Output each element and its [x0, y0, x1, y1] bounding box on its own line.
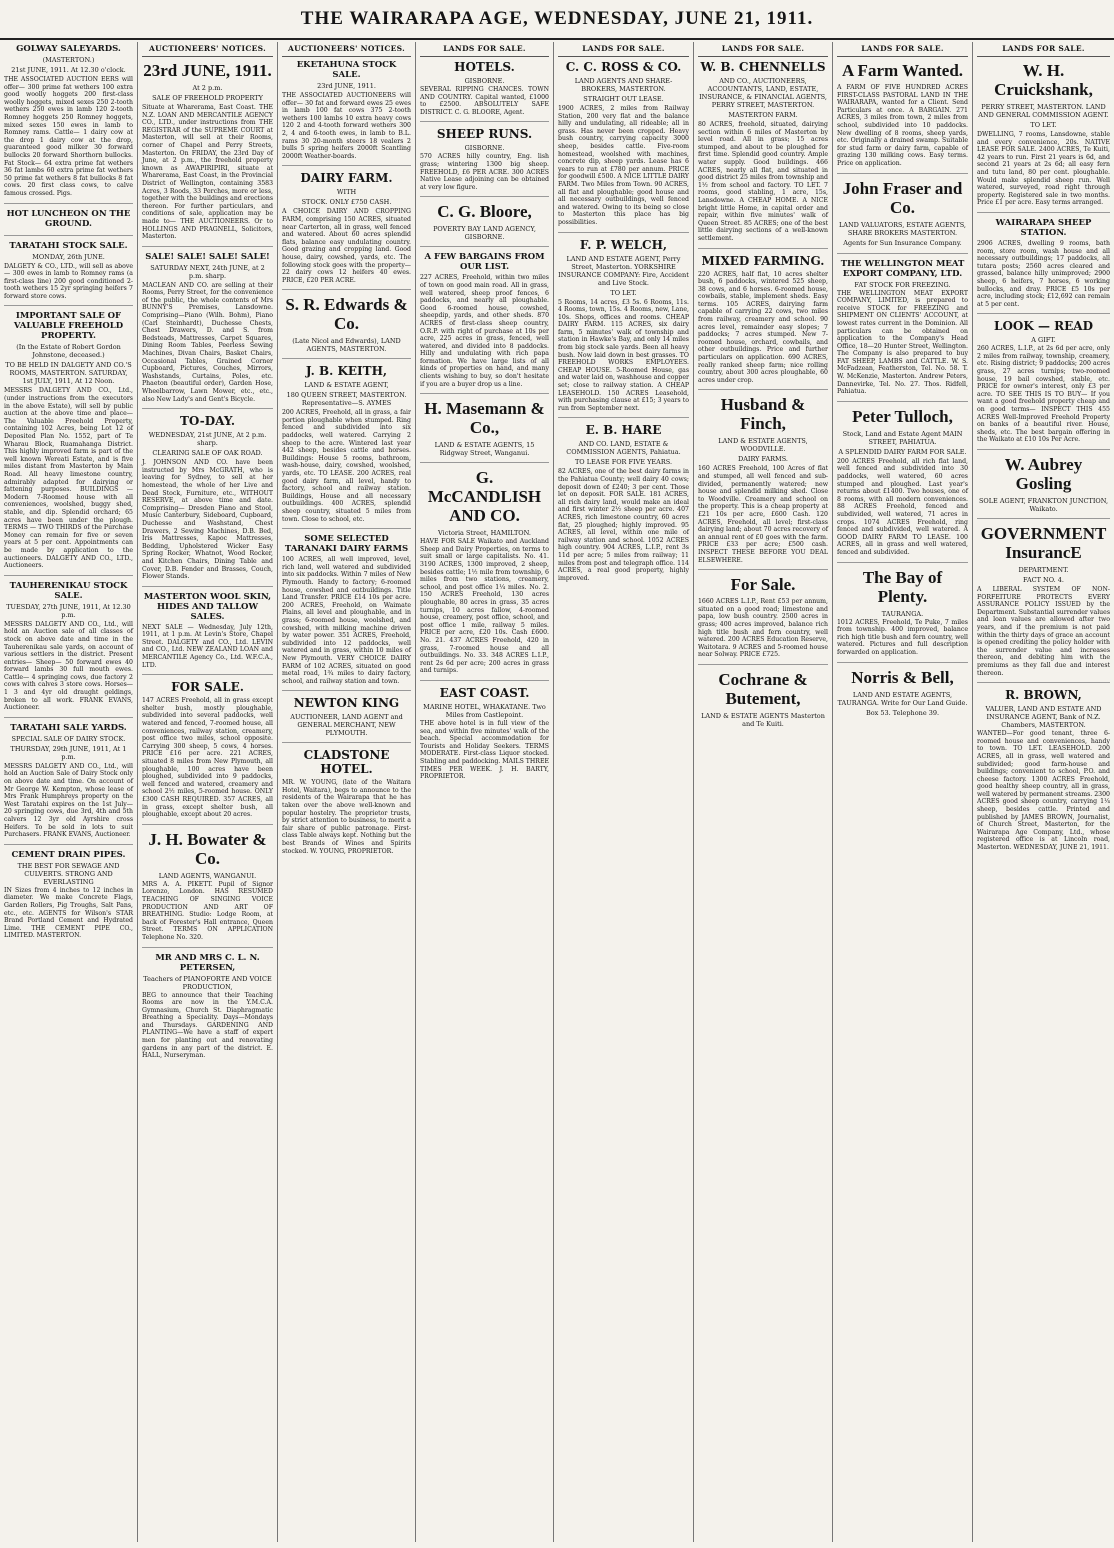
ad-date: 23rd JUNE, 1911. [317, 82, 376, 90]
column-header: LANDS FOR SALE. [558, 42, 689, 57]
ad-body: MESSRS DALGETY AND CO., Ltd., will hold an Auction sale of all classes of stock on above date and time in the Tauherenikau sale yards, on account of various settlers in the district. Present entries— Sheep— 50 forward ewes 40 forward lambs 30 full mouth ewes. Cattle— 4 springing cows, due factory 2 cows with calves 3 store cows. Horses— 1 3 and 4yr old draught geldings, broken to all work. FRANK EVANS, Auctioneer. [4, 620, 133, 712]
advertisement [977, 218, 1110, 314]
ad-heading: A Farm Wanted. [841, 61, 964, 80]
column-1 [0, 42, 138, 1542]
ad-date: TO LEASE FOR FIVE YEARS. [574, 458, 673, 467]
ad-sub: LAND AND ESTATE AGENT, Perry Street, Masterton. YORKSHIRE INSURANCE COMPANY: Fire, Accident and Live Stock. [558, 254, 689, 287]
ad-sub: AND CO., AUCTIONEERS, ACCOUNTANTS, LAND, ESTATE, INSURANCE, & FINANCIAL AGENTS, PERRY STREET, MASTERTON. [699, 77, 827, 109]
ad-sub: (Late Nicol and Edwards), LAND AGENTS, MASTERTON. [292, 337, 401, 354]
ad-heading: NEWTON KING [293, 696, 400, 711]
ad-heading: W. Aubrey Gosling [1004, 455, 1083, 493]
ad-body: A CHOICE DAIRY AND CROPPING FARM, comprising 150 ACRES, situated near Carterton, all in grass, well fenced and watered. About 60 acres splendid flats, balance easy undulating country. Good grazing and cropping land. Good house, dairy, cowshed, yards, etc. The following stock goes with the property— 22 dairy cows 12 heifers 40 ewes. PRICE, £20 PER ACRE. [282, 208, 411, 284]
ad-heading: Peter Tulloch, [852, 406, 953, 426]
ad-sub: WITH [336, 188, 357, 197]
ad-date: TO LET. [1030, 121, 1057, 129]
ad-body: 5 Rooms, 14 acres, £3 5s. 6 Rooms, 11s. 4 Rooms, town, 15s. 4 Rooms, new, Lane, 10s. Shops, offices and rooms. CHEAP DAIRY FARM. 115 ACRES, six dairy farm, 5 minutes' walk of township and station in Hawke's Bay, and only 14 miles from big stock sale yards. Been all heavy bush. Now laid down in best grasses. TO FREEHOLD WORKS EMPLOYEES. CHEAP HOUSE. 5-Roomed House, gas and water laid on, washhouse and copper set; close to railway station. A CHEAP LEASEHOLD. 150 ACRES Leasehold, with purchasing clause at £15; 3 years to run from September next. [558, 298, 689, 412]
ad-heading: FOR SALE. [171, 680, 244, 695]
ad-body: DWELLING, 7 rooms, Lansdowne, stable and every convenience, 20s. NATIVE LEASE FOR SALE. 2400 ACRES, Te Kuiti, 42 years to run. First 21 years is 6d, and second 21 years at 2s 6d; all easy fern and tutu land, 80 per cent. ploughable. Would make splendid sheep run. Well watered, surveyed, road right through property. Registered sale in two months. Price £1 per acre. Easy terms arranged. [977, 131, 1110, 207]
ad-heading: TARATAHI SALE YARDS. [10, 722, 127, 733]
advertisement [282, 696, 411, 743]
column-header: LANDS FOR SALE. [837, 42, 968, 57]
ad-sub: THE BEST FOR SEWAGE AND CULVERTS. STRONG AND EVERLASTING [17, 861, 120, 886]
ad-body: 1660 ACRES L.I.P., Rent £53 per annum, situated on a good road; limestone and papa, low bush country. 2500 acres in grass; 400 acres improved, balance rich high title bush and fern country, well watered. 200 ACRES Education Reserve, Waitotara. 9 ACRES and 5-roomed house near Solway. PRICE £725. [698, 598, 828, 659]
ad-sub: GISBORNE. [464, 77, 505, 85]
ad-sub: SPECIAL SALE OF DAIRY STOCK. [11, 734, 126, 743]
advertisement [420, 127, 549, 197]
column-header: LANDS FOR SALE. [977, 42, 1110, 57]
advertisement [142, 680, 273, 825]
ad-heading: A FEW BARGAINS FROM OUR LIST. [424, 252, 545, 273]
ad-heading: MR AND MRS C. L. N. PETERSEN, [155, 952, 260, 973]
ad-body: 1900 ACRES, 2 miles from Railway Station, 200 very flat and the balance hilly and undulating, all rideable; all in grass. Has never been cropped. Heavy bush country, carrying capacity 3000 sheep, besides cattle. Five-room homestead, woolshed with machines, concrete dip, sheep yards. Lease has 6 years to run at £780 per annum. PRICE for goodwill £500. A NICE LITTLE DAIRY FARM. Two Miles from Town. 90 ACRES, all flat and ploughable; good house and all necessary outbuildings, well fenced and watered. Owing to its being so close to Masterton this place has big possibilities. [558, 105, 689, 226]
advertisement [837, 407, 968, 563]
ad-sub: FAT STOCK FOR FREEZING. [854, 280, 951, 289]
advertisement [698, 670, 828, 733]
advertisement [4, 209, 133, 236]
masthead [0, 0, 1114, 40]
ad-body: WANTED—For good tenant, three 6-roomed house and conveniences, handy to town. TO LET. LEASEHOLD. 200 ACRES, all in grass, well watered and subdivided; good farm-house and buildings; convenient to school, P.O. and cheese factory. 1300 ACRES Freehold, good healthy sheep country, all in grass, well watered by permanent streams. 2300 ACRES good sheep country, carrying 1¼ sheep, besides cattle. Printed and published by JAMES BROWN, Journalist, of Church Street, Masterton, for the Wairarapa Age Company, Ltd., whose registered office is at Lincoln road, Masterton. WEDNESDAY, JUNE 21, 1911. [977, 730, 1110, 852]
advertisement [558, 238, 689, 419]
advertisement [420, 686, 549, 786]
ad-sub: VALUER, LAND AND ESTATE AND INSURANCE AGENT, Bank of N.Z. Chambers, MASTERTON. [985, 705, 1102, 730]
ad-body: THE WELLINGTON MEAT EXPORT COMPANY, LIMITED, is prepared to receive STOCK for FREEZING and SHIPMENT ON CLIENTS' ACCOUNT, at lowest rates current in the Dominion. All particulars can be obtained on application to the Company's Head Office, 18—20 Hunter Street, Wellington. The Company is also prepared to buy FAT SHEEP, LAMBS and CATTLE. W. S. McFadzean, Featherston, Tel. No. 58. T. W. McKenzie, Masterton. Andrew Peters, Dannevirke, Tel. No. 27. Thos. Ridfell, Pahiatua. [837, 289, 968, 396]
ad-heading: MIXED FARMING. [701, 253, 825, 268]
column-5 [554, 42, 694, 1542]
ad-date: TO LET. [610, 288, 637, 297]
ad-heading: MASTERTON WOOL SKIN, HIDES AND TALLOW SALES. [143, 591, 272, 622]
ad-heading: Cochrane & Butement, [718, 669, 808, 708]
ad-body: A FARM OF FIVE HUNDRED ACRES FIRST-CLASS PASTORAL LAND IN THE WAIRARAPA, wanted for a Client. Send Particulars at once. A BARGAIN. 271 ACRES, 3 miles from town, 2 miles from school, subdivided into 10 paddocks. New dwelling of 8 rooms, sheep yards, etc. Originally a drained swamp. Suitable for stud farm or dairy farm, capable of grazing 130 milking cows. Easy terms. Price on application. [837, 84, 968, 167]
ad-body: 147 ACRES Freehold, all in grass except shelter bush, mostly ploughable, subdivided into several paddocks, well watered and fenced, 7-roomed house, all conveniences, railway station, creamery, post office two miles, school opposite. Carrying 300 sheep, 5 cows, 4 horses. PRICE £16 per acre. 221 ACRES, situated 8 miles from New Plymouth, all ploughable, 100 acres have been ploughed, subdivided into 9 paddocks, well fenced and watered, creamery and school 2½ miles, 5-roomed house. ONLY £300 CASH REQUIRED. 357 ACRES, all in grass, except shelter bush, all ploughable, except about 20 acres. [142, 697, 273, 819]
ad-date: THURSDAY, 29th JUNE, 1911, At 1 p.m. [10, 744, 127, 761]
column-6 [694, 42, 833, 1542]
ad-sub: GISBORNE. [464, 144, 505, 153]
advertisement [142, 592, 273, 676]
column-header: AUCTIONEERS' NOTICES. [142, 42, 273, 57]
ad-heading: J. H. Bowater & Co. [148, 829, 267, 868]
ad-body: SEVERAL RIPPING CHANCES. TOWN AND COUNTRY. Capital wanted, £1000 to £2500. ABSOLUTELY SAFE DISTRICT. C. G. BLOORE, Agent. [420, 86, 549, 116]
ad-heading: WAIRARAPA SHEEP STATION. [995, 217, 1092, 238]
ad-date: DAIRY FARMS. [737, 455, 788, 464]
ad-body: IN Sizes from 4 inches to 12 inches in diameter. We make Concrete Flags, Garden Rollers, Pig Troughs, Salt Pans, etc., etc. AGENTS for Wilson's STAR Brand Portland Cement and Hydrated Lime. THE CEMENT PIPE CO., LIMITED. MASTERTON. [4, 886, 133, 940]
ad-body: MR. W. YOUNG, (late of the Waitara Hotel, Waitara), begs to announce to the residents of the Wairarapa that he has taken over the above well-known and popular hostelry. The proprietor trusts, by strict attention to business, to merit a fair share of public patronage. First-class Table always kept. Nothing but the best Brands of Wines and Spirits stocked. W. YOUNG, PROPRIETOR. [282, 779, 411, 855]
ad-heading: G. McCANDLISH AND CO. [427, 468, 542, 526]
column-2 [138, 42, 278, 1542]
advertisement [698, 254, 828, 391]
ad-body: THE above hotel is in full view of the sea, and within five minutes' walk of the beach. Special accommodation for Tourists and Holiday Seekers. TERMS MODERATE. First-class Liquor stocked. Stabling and paddocking. MAILS THREE TIMES PER WEEK. J. H. BARTY, PROPRIETOR. [420, 719, 549, 781]
ad-sub: PERRY STREET, MASTERTON. LAND AND GENERAL COMMISSION AGENT. [978, 103, 1109, 119]
column-header: LANDS FOR SALE. [420, 42, 549, 57]
advertisement [698, 575, 828, 665]
advertisement [420, 399, 549, 463]
ad-heading: GOLWAY SALEYARDS. [16, 44, 121, 54]
ad-body: MACLEAN AND CO. are selling at their Rooms, Perry Street, for the convenience of the public, the whole contents of Mrs BUNNY'S Premises, Lansdowne. Comprising—Piano (Wilh. Bohm), Piano (Carl Steinhardt), Duchesse Chests, Chest Drawers, D. and S. from Bedsteads, Mattresses, Carpet Squares, Dining Room Tables, Peerless Sewing Machines, Divan Chairs, Basket Chairs, Occasional Tables, Grained Corner Cupboard, Pictures, Couches, Mirrors, Washstands, Curtains, Poles, etc. Phaeton (beautiful order), Garden Hose, Wheelbarrow, Lawn Mower, etc., etc., also New Lady's and Gent's Bicycle. [142, 281, 273, 403]
advertisement [282, 60, 411, 166]
advertisement [282, 295, 411, 359]
ad-heading: S. R. Edwards & Co. [285, 295, 408, 334]
ad-sub: Teachers of PIANOFORTE AND VOICE PRODUCTION, [143, 974, 272, 991]
ad-date: FACT NO. 4. [1023, 576, 1064, 584]
ad-date: 180 QUEEN STREET, MASTERTON. Representative—S. AYMES [286, 391, 407, 408]
ad-sub: Victoria Street, HAMILTON. [438, 529, 531, 538]
advertisement [282, 748, 411, 860]
ad-date: TO BE HELD IN DALGETY AND CO.'S ROOMS, MASTERTON. SATURDAY, 1st JULY, 1911, At 12 Noon. [5, 361, 132, 386]
ad-heading: H. Masemann & Co., [424, 399, 545, 438]
ad-heading: Husband & Finch, [720, 395, 806, 434]
advertisement [698, 395, 828, 570]
ad-sub: (In the Estate of Robert Gordon Johnstone, deceased.) [16, 343, 121, 360]
ad-sub: TAURANGA. [881, 609, 924, 618]
ad-sub: LAND & ESTATE AGENTS, WOODVILLE. [718, 437, 808, 454]
ad-date: SALE OF FREEHOLD PROPERTY [152, 94, 263, 102]
ad-body: J. JOHNSON AND CO. have been instructed by Mrs McGRATH, who is leaving for Sydney, to sell at her homestead, the whole of her Live and Dead Stock, Furniture, etc., WITHOUT RESERVE, at above time and date. Comprising— Dresden Piano and Stool, Music Canterbury, Sideboard, Cupboard, Duchesse and Washstand, Chest Drawers, 2 Sewing Machines, D.B. Bed, Iris Mattresses, Kapoc Mattresses, Bedding, Upholstered Wicker Easy Spring Rocker, Whatnot, Wood Rocker, and Kitchen Chairs, Dining Table and Cover, D.B. Fender and Brasses, Couch, Flower Stands. [142, 459, 273, 581]
ad-sub: A GIFT. [1031, 336, 1056, 345]
advertisement [420, 252, 549, 394]
ad-heading: EKETAHUNA STOCK SALE. [296, 60, 397, 80]
ad-body: 80 ACRES, freehold, situated, dairying section within 6 miles of Masterton by level road. All in grass; 15 acres stumped, and about to be ploughed for first time. Splendid good country. Ample water supply. Good buildings. 466 ACRES, nearly all flat, and situated in good district 25 miles from township and 1½ from school and factory. TO LET. 7 rooms, good stabling, 1 acre, 15s, Lansdowne. A CHEAP HOME. A NICE bright little Home, in capital order and repair, within five minutes' walk of Queen Street. 85 ACRES; one of the best little dairying sections of a well-known settlement. [698, 121, 828, 242]
advertisement [142, 61, 273, 247]
ad-body: THE ASSOCIATED AUCTIONEERS will offer— 30 fat and forward ewes 25 ewes in lamb 100 fat cows 375 2-tooth wethers 100 lambs 10 extra heavy cows 120 2 and 4-tooth forward wethers 300 2, 4 and 6-tooth ewes, in lamb to B.L. rams 30 20-month steers 18 vealers 2 bulls 5 spring heifers 2000ft Scantling 2000ft Weather-boards. [282, 92, 411, 160]
ad-heading: TO-DAY. [179, 414, 236, 429]
advertisement [420, 202, 549, 247]
ad-date: STRAIGHT OUT LEASE. [583, 95, 664, 103]
column-3 [278, 42, 416, 1542]
ad-heading: E. B. HARE [585, 423, 662, 438]
ad-body: A LIBERAL SYSTEM OF NON-FORFEITURE PROTECTS EVERY ASSURANCE POLICY ISSUED by the Department. Substantial surrender values and loan values are allowed after two years, and if the premium is not paid within the thirty days of grace an account is opened crediting the policy holder with the surrender value and increases thereon, and debiting him with the premiums as they fall due and interest thereon. [977, 586, 1110, 677]
advertisement [977, 61, 1110, 213]
advertisement [142, 830, 273, 948]
advertisement [142, 252, 273, 410]
ad-heading: C. C. ROSS & CO. [565, 60, 682, 74]
advertisement [142, 414, 273, 587]
advertisement [558, 60, 689, 233]
ad-heading: C. G. Bloore, [437, 202, 532, 222]
ad-heading: GOVERNMENT InsurancE [980, 524, 1107, 562]
ad-body: 260 ACRES, L.I.P., at 2s 6d per acre, only 2 miles from railway, township, creamery, etc. Rising district; 9 paddocks; 200 acres grass, 27 acres turnips; two-roomed house, 19 bail cowshed, stable, etc. PRICE for owner's interest, only £3 per acre. TO SEE THIS IS TO BUY— If you want a good freehold property cheap and on good terms— INSPECT THIS 455 ACRES Well-Improved Freehold Property on banks of a beautiful river. House, sheds, etc. The best bargain offering in the Waikato at £10 10s Per Acre. [977, 345, 1110, 444]
ad-body: 200 ACRES Freehold, all rich flat land, well fenced and subdivided into 30 paddocks, well watered, 60 acres stumped and ploughed. Last year's returns about £1400. Two houses, one of 8 rooms, with all modern conveniences. 88 ACRES Freehold, fenced and subdivided, well watered, 71 acres in crops. 1074 ACRES Freehold, ring fenced and subdivided, well watered. A GOOD DAIRY FARM TO LEASE. 100 ACRES, all in grass and well watered, fenced and subdivided. [837, 457, 968, 556]
ad-heading: R. BROWN, [1005, 688, 1082, 703]
ad-body: 82 ACRES, one of the best dairy farms in the Pahiatua County; well dairy 40 cows; deposit down of £240; 3 per cent. Those let on deposit. FOR SALE. 181 ACRES, all rich dairy land, would make an ideal and first winter 2½ sheep per acre. 407 ACRES, rich limestone country, 60 acres flat, 25 ploughed; highly improved. 95 ACRES, all level, within one mile of railway station and school. 1052 ACRES high country. 904 ACRES, L.I.P., rent 3s 11d per acre; 5 miles from railway; 11 miles from post and telegraph office. 114 ACRES, a real good property, highly improved. [558, 468, 689, 582]
ad-sub: POVERTY BAY LAND AGENCY, GISBORNE. [433, 225, 536, 242]
ad-date: A SPLENDID DAIRY FARM FOR SALE. [838, 447, 967, 456]
ad-body: 1012 ACRES, Freehold, Te Puke, 7 miles from township. 400 improved, balance rich high title bush and fern country, well watered. Pictures and full description forwarded on application. [837, 618, 968, 656]
advertisement [282, 171, 411, 290]
advertisement [4, 723, 133, 845]
ad-sub: Stock, Land and Estate Agent MAIN STREET, PAHIATUA. [842, 429, 963, 446]
ad-body: Situate at Wharerama, East Coast. THE N.Z. LOAN AND MERCANTILE AGENCY CO., LTD., under instructions from THE REGISTRAR of the SUPREME COURT at Masterton, will sell at their Rooms, corner of Chapel and Perry Streets, Masterton. On FRIDAY, the 23rd Day of June, at 2 p.m., the freehold property known as AWAPIRIPIRI, situate at Wharerama, East Coast, in the Provincial District of Wellington, containing 3583 Acres, 3 Roods, 33 Perches, more or less, together with the buildings and erections thereon. For further particulars, and conditions of sale, application may be made to— THE AUCTIONEERS. Or to HOLLINGS AND PRAGNELL, Solicitors, Masterton. [142, 104, 273, 241]
ad-date: Box 53. Telephone 39. [865, 708, 940, 717]
ad-heading: CEMENT DRAIN PIPES. [11, 849, 126, 860]
ad-sub: AND CO. LAND, ESTATE & COMMISSION AGENTS, Pahiatua. [566, 440, 681, 457]
ad-body: MESSRS DALGETY AND CO., Ltd., (under instructions from the executors in the above Estate), will sell by public auction at the above time and place— The Valuable Freehold Property, containing 102 Acres, being Lot 12 of Deposited Plan No. 1552, part of Te Wharau Block, Ruamahanga District. This highly improved farm is part of the well known Wereati Estate, and is five miles distant from Masterton by Main Road. All heavy limestone country, admirably adapted for dairying or fattening purposes. BUILDINGS — Modern 7-Roomed house with all conveniences, woolshed, buggy shed, stable, and dip. Splendid orchard; 65 acres have been under the plough. TERMS — TWO THIRDS of the Purchase Money can remain for five or seven years at 5 per cent. Appointments can be made by application to the auctioneers. DALGETY AND CO., LTD., Auctioneers. [4, 387, 133, 570]
ad-body: 227 ACRES, Freehold, within two miles of town on good main road. All in grass, well watered, sheep proof fences, 6 paddocks, and nearly all ploughable. Good 6-roomed house, cowshed, sheepdip, yards, and other sheds. 870 ACRES of first-class sheep country, O.R.P. with right of purchase at 10s per acre, 225 acres in grass, fenced, well watered, and divided into 8 paddocks. Hilly and undulating with rich papa formation. We have large lists of all kinds of properties on hand, and many clients wishing to buy, so don't hesitate if you are a buyer drop us a line. [420, 274, 549, 388]
ad-heading: CLADSTONE HOTEL. [303, 748, 390, 777]
advertisement [4, 581, 133, 718]
ad-date: MONDAY, 26th JUNE. [32, 252, 105, 261]
ad-sub: LAND VALUATORS, ESTATE AGENTS, SHARE BROKERS MASTERTON. [838, 220, 967, 237]
ad-date: Agents for Sun Insurance Company. [843, 238, 962, 247]
ad-body: MESSRS DALGETY AND CO., Ltd., will hold an Auction Sale of Dairy Stock only on above date and time. On account of Mr George W. Kempton, whose lease of Mrs Frank Humphreys property on the West Taratahi expires on the 1st July— 20 springing cows, due 3rd, 4th and 5th calvers 12 3yr old Ayrshire cross Heifers. To be sold in lots to suit Purchasers. FRANK EVANS, Auctioneer. [4, 762, 133, 839]
advertisement [698, 60, 828, 249]
ad-body: THE ASSOCIATED AUCTION EERS will offer— 300 prime fat wethers 100 extra good woolly hoggets 200 first-class woolly hoggets, mixed sexes 250 2-tooth wethers 250 ewes in lamb 120 2-tooth Romney hoggets 250 Romney hoggets, mixed sexes 150 ewes in lamb to Romney rams. Cattle— 1 dairy cow at the drop 1 dairy cow at the drop, guaranteed good milker 30 forward bullocks 20 forward Shorthorn bullocks. Fat Stock— 64 extra prime fat wethers 36 fat lambs 60 extra prime fat wethers 50 prime fat wethers 8 fat bullocks 8 fat cows. 20 first class cows, to calve famous crossed. Pigs. [4, 76, 133, 197]
ad-body: BEG to announce that their Teaching Rooms are now in the Y.M.C.A. Gymnasium, Church St. Diaphragmatic Breathing a Speciality. Days—Mondays and Thursdays. GARDENING AND PLANTING—We have a staff of expert men for planting out and renovating gardens in any part of the district. E. HALL, Nurseryman. [142, 991, 273, 1060]
ad-heading: W. H. Cruickshank, [994, 61, 1093, 99]
ad-body: 160 ACRES Freehold, 100 Acres of flat and stumped, all well fenced and sub-divided, permanently watered; new house and splendid milking shed. Close to Woodville. Creamery and school on the property. This is a cheap property at £21 10s per acre, £600 Cash. 120 ACRES, Freehold, all level; first-class dairying land; about 70 acres recovery of an annual rent of £0 goes with the farm. PRICE £33 per acre; £500 cash. INSPECT THESE BEFORE YOU DEAL ELSEWHERE. [698, 465, 828, 564]
ad-heading: John Fraser and Co. [842, 178, 963, 217]
ad-sub: SOLE AGENT, FRANKTON JUNCTION, Waikato. [978, 497, 1109, 513]
ad-body: DALGETY & CO., LTD., will sell as above— 300 ewes in lamb to Romney rams (a first-class line) 200 good conditioned 2-tooth wethers 15 2yr springing heifers 7 forward store cows. [4, 262, 133, 300]
advertisement [4, 241, 133, 307]
ad-date: 21st JUNE, 1911. At 12.30 o'clock. [11, 66, 126, 74]
ad-date: STOCK. ONLY £750 CASH. [301, 198, 392, 207]
advertisement [837, 179, 968, 254]
ad-date: MASTERTON FARM. [728, 111, 798, 119]
ad-heading: SOME SELECTED TARANAKI DAIRY FARMS [284, 534, 409, 555]
column-header: LANDS FOR SALE. [698, 42, 828, 57]
ad-heading: F. P. WELCH, [579, 237, 668, 252]
advertisement [837, 668, 968, 723]
ad-heading: W. B. CHENNELLS [700, 60, 826, 74]
masthead-title: THE WAIRARAPA AGE, WEDNESDAY, JUNE 21, 1911. [300, 8, 814, 29]
ad-heading: 23rd JUNE, 1911. [143, 61, 272, 80]
ad-heading: LOOK — READ [994, 319, 1093, 334]
ad-heading: TAUHERENIKAU STOCK SALE. [9, 580, 128, 601]
ad-heading: For Sale. [730, 575, 796, 595]
advertisement [420, 60, 549, 122]
column-4 [416, 42, 554, 1542]
ad-sub: WEDNESDAY, 21st JUNE, At 2 p.m. sharp. [148, 431, 267, 448]
ad-date: TUESDAY, 27th JUNE, 1911, At 12.30 p.m. [6, 602, 131, 619]
ad-body: 220 ACRES, half flat, 10 acres shelter bush, 6 paddocks, wintered 525 sheep, 38 cows, and 6 horses. 6-roomed house, cowbails, stable, implement sheds. Easy terms. 105 ACRES, dairying farm capable of carrying 22 cows, two miles from railway, creamery and school. 90 acres level, remainder easy slopes; 7 paddocks; 7 acres stumped. New 7-roomed house, orchard, cowbails, and other outbuildings. Price and further particulars on application. 690 ACRES, really ranked sheep farm; nice rolling country, about 300 acres ploughable, 60 acres under crop. [698, 270, 828, 384]
ad-sub: MARINE HOTEL, WHAKATANE. Two Miles from Castlepoint. [423, 702, 546, 719]
advertisement [282, 534, 411, 691]
advertisement [142, 953, 273, 1065]
ad-sub: (MASTERTON.) [42, 56, 95, 64]
ad-body: 200 ACRES, Freehold, all in grass, a fair portion ploughable when stumped. Ring fenced and subdivided into six paddocks, well watered. Carrying 2 sheep to the acre. Wintered last year 442 sheep, besides cattle and horses. Buildings: House 5 rooms, bathroom, wash-house, dairy, cowshed, woolshed, yards, etc. TO LEASE. 200 ACRES, real good dairy farm, all level, handy to factory, school and railway station. Buildings, House and all necessary outbuildings. 400 ACRES, splendid sheep country, situated 5 miles from town. Close to school, etc. [282, 409, 411, 523]
advertisement [977, 319, 1110, 450]
ad-heading: EAST COAST. [439, 685, 530, 700]
advertisement [837, 259, 968, 402]
advertisement [558, 423, 689, 587]
ad-sub: LAND & ESTATE AGENT, [304, 381, 389, 390]
ad-sub: LAND AND ESTATE AGENTS, TAURANGA. Write for Our Land Guide. [837, 690, 968, 707]
column-8 [973, 42, 1114, 1542]
ad-sub: DEPARTMENT. [1018, 566, 1069, 574]
ad-sub: LAND & ESTATE AGENTS Masterton and Te Kuiti. [701, 711, 825, 728]
advertisement [977, 455, 1110, 519]
ad-sub: LAND AGENTS, WANGANUI. [158, 871, 257, 880]
advertisement [4, 311, 133, 575]
ad-body: NEXT SALE — Wednesday, July 12th, 1911, at 1 p.m. At Levin's Store, Chapel Street. DALGETY and CO., Ltd. LEVIN and CO., Ltd. NEW ZEALAND LOAN and MERCANTILE Agency Co., Ltd. W.F.C.A., LTD. [142, 623, 273, 669]
ad-heading: TARATAHI STOCK SALE. [9, 240, 128, 251]
ad-sub: LAND & ESTATE AGENTS, 15 Ridgway Street, Wanganui. [434, 441, 535, 458]
ad-heading: DAIRY FARM. [300, 171, 393, 186]
ad-date: SATURDAY NEXT, 24th JUNE, at 2 p.m. sharp. [150, 263, 265, 280]
advertisement [282, 364, 411, 529]
ad-heading: HOTELS. [454, 60, 515, 74]
column-7 [833, 42, 973, 1542]
ad-body: MRS A. A. PIKETT. Pupil of Signor Lorenzo, London. HAS RESUMED TEACHING OF SINGING VOICE PRODUCTION AND ART OF BREATHING. Studio: Lodge Room, at back of Forester's Hall entrance, Queen Street. TERMS ON APPLICATION Telephone No. 320. [142, 880, 273, 941]
ad-heading: J. B. KEITH, [305, 364, 388, 379]
ad-sub: AUCTIONEER, LAND AGENT and GENERAL MERCHANT, NEW PLYMOUTH. [290, 713, 403, 738]
ad-heading: The Bay of Plenty. [862, 567, 943, 606]
advertisement [837, 61, 968, 174]
ad-body: 2906 ACRES, dwelling 9 rooms, bath room, store room, wash house and all necessary outbuildings; 17 paddocks, all tutara posts; 2560 acres cleared and grassed, balance hilly unimproved; 2900 sheep, 6 heifers, 7 horses, 6 working bullocks, and dray. PRICE £5 10s per acre, including stock; £12,692 can remain at 5 per cent. [977, 239, 1110, 308]
advertisement [420, 468, 549, 681]
advertisement [837, 568, 968, 663]
ad-heading: SALE! SALE! SALE! SALE! [145, 251, 270, 262]
columns-container [0, 42, 1114, 1542]
ad-sub: LAND AGENTS AND SHARE-BROKERS, MASTERTON. [574, 77, 673, 93]
ad-body: HAVE FOR SALE Waikato and Auckland Sheep and Dairy Properties, on terms to suit small or large capitalists. No. 41. 3190 ACRES, 1300 improved, 2 sheep, besides cattle; 1½ mile from township, 6 miles from two stations, creamery, school, and post office 1¼ miles. No. 2. 150 ACRES Freehold, 130 acres ploughable, 80 acres in grass, 35 acres turnips, 10 acres fallow, 4-roomed house, creamery, post office, school, and post office 1 mile, railway 5 miles. PRICE per acre, £20 10s. Cash £600. No. 21. 437 ACRES Freehold, 420 in grass, 7-roomed house and all outbuildings. No. 33. 348 ACRES L.I.P., rent 2s 6d per acre; 200 acres in grass and turnips. [420, 538, 549, 675]
advertisement [4, 850, 133, 945]
ad-heading: THE WELLINGTON MEAT EXPORT COMPANY, LTD. [840, 258, 965, 279]
column-header: AUCTIONEERS' NOTICES. [282, 42, 411, 57]
ad-heading: Norris & Bell, [851, 667, 954, 687]
ad-heading: SHEEP RUNS. [436, 127, 533, 142]
ad-sub: At 2 p.m. [192, 84, 223, 92]
advertisement [977, 524, 1110, 683]
ad-date: CLEARING SALE OF OAK ROAD. [152, 449, 263, 458]
ad-heading: IMPORTANT SALE OF VALUABLE FREEHOLD PROPERTY. [13, 311, 124, 342]
ad-body: 100 ACRES, all well improved, level, rich land, well watered and subdivided into six paddocks. Within 7 miles of New Plymouth. Handy to factory; 6-roomed house, cowshed and outbuildings. Title Land Transfer. PRICE £14 10s per acre. 200 ACRES, Freehold, on Waimate Plains, all level and ploughable, and in grass; 6-roomed house, woolshed, and cowshed, with milking machine driven by water power. 351 ACRES, Freehold, subdivided into 12 paddocks, well watered and in grass, within 10 miles of New Plymouth. VERY CHOICE DAIRY FARM of 102 ACRES, situated on good metal road, 1¾ miles to dairy factory, school, and railway station and town. [282, 556, 411, 685]
advertisement [977, 688, 1110, 857]
ad-body: 570 ACRES hilly country, Eng. lish grass; wintering 1300 big sheep. FREEHOLD, £6 PER ACRE. 300 ACRES Native Lease adjoining can be obtained at very low figure. [420, 153, 549, 191]
ad-heading: HOT LUNCHEON ON THE GROUND. [6, 208, 131, 229]
advertisement [4, 44, 133, 204]
